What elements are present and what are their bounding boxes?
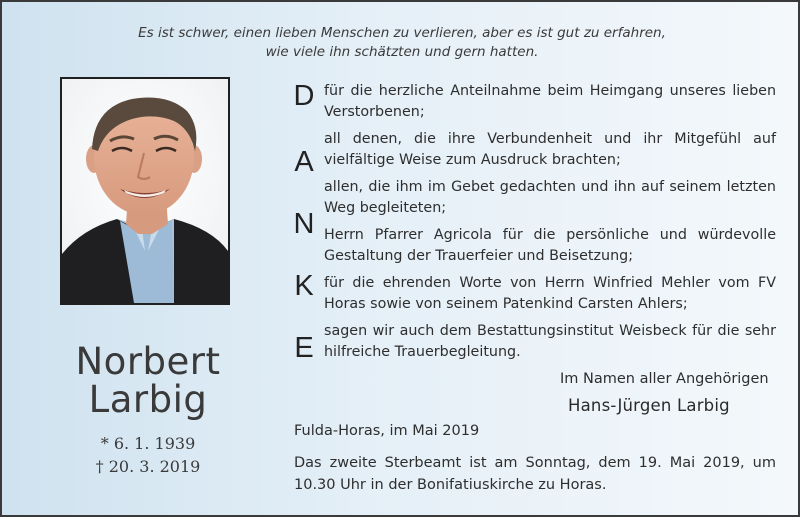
motto <box>2 24 800 62</box>
thanks-paragraph-5: für die ehrenden Worte von Herrn Winfried Mehler vom FV Horas sowie von seinem Patenkind Carsten Ahlers; <box>324 275 776 312</box>
acrostic-letter-k: K <box>294 270 314 302</box>
first-name: Norbert <box>75 340 221 383</box>
thanks-paragraph-1: für die herzliche Anteilnahme beim Heimgang unseres lieben Verstorbenen; <box>324 83 776 120</box>
death-date: † 20. 3. 2019 <box>95 457 201 476</box>
signature-intro: Im Namen aller Angehörigen <box>560 371 769 387</box>
thanks-paragraph-4: Herrn Pfarrer Agricola für die persönliche und würdevolle Gestaltung der Trauerfeier und Beisetzung; <box>324 227 776 264</box>
thanks-paragraph-3: allen, die ihm im Gebet gedachten und ihn auf seinem letzten Weg begleiteten; <box>324 179 776 216</box>
motto-line-2: wie viele ihn schätzten und gern hatten. <box>265 44 539 60</box>
acrostic-letter-a: A <box>294 146 314 178</box>
thanks-paragraph-2: all denen, die ihre Verbundenheit und ihr Mitgefühl auf vielfältige Weise zum Ausdruck brachten; <box>324 131 776 168</box>
place-date: Fulda-Horas, im Mai 2019 <box>294 423 480 439</box>
thanks-paragraph-6: sagen wir auch dem Bestattungsinstitut Weisbeck für die sehr hilfreiche Trauerbegleitung. <box>324 323 776 360</box>
signature-name: Hans-Jürgen Larbig <box>568 396 730 415</box>
portrait-photo <box>60 77 230 305</box>
birth-date: * 6. 1. 1939 <box>100 434 196 453</box>
acrostic-letter-d: D <box>293 80 315 112</box>
motto-line-1: Es ist schwer, einen lieben Menschen zu verlieren, aber es ist gut zu erfahren, <box>138 25 666 41</box>
acrostic-letter-e: E <box>294 332 314 364</box>
last-name: Larbig <box>88 378 208 421</box>
memorial-service-notice: Das zweite Sterbeamt ist am Sonntag, dem 19. Mai 2019, um 10.30 Uhr in der Bonifatiuskirche zu Horas. <box>294 455 776 493</box>
acrostic-letter-n: N <box>293 208 315 240</box>
